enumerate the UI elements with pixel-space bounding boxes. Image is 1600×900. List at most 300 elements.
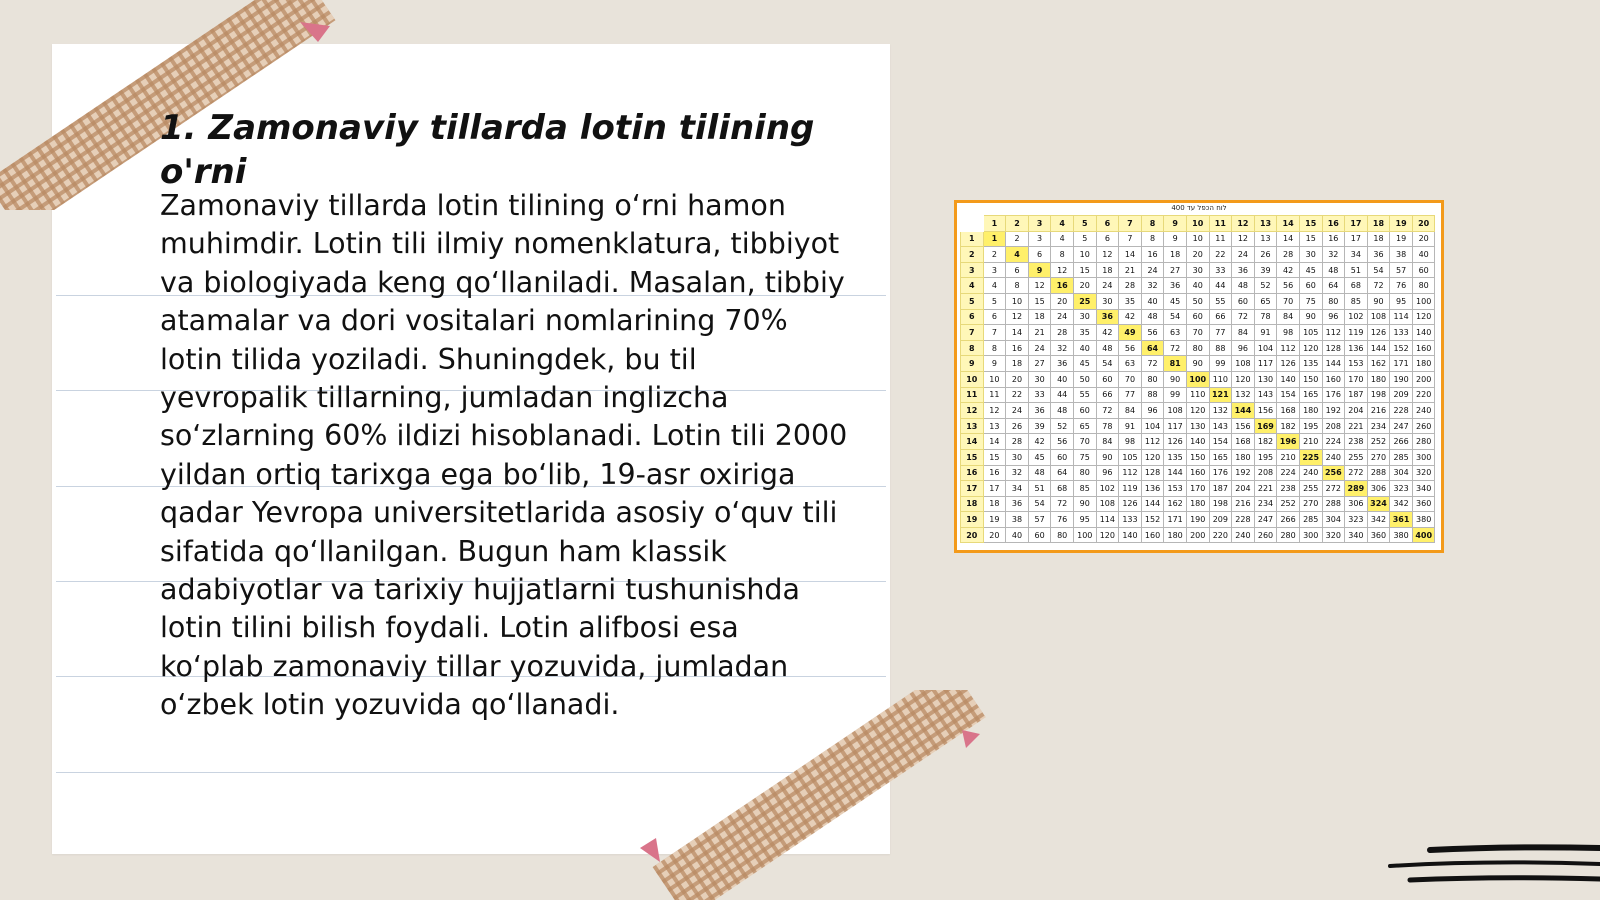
table-cell: 195 <box>1254 449 1277 465</box>
multiplication-table-image <box>954 200 1444 553</box>
table-cell: 20 <box>1186 247 1209 263</box>
table-cell: 54 <box>1164 309 1187 325</box>
table-cell: 18 <box>983 496 1006 512</box>
table-cell: 240 <box>1232 527 1255 543</box>
table-cell: 48 <box>1096 340 1119 356</box>
table-cell: 289 <box>1345 481 1368 497</box>
table-cell: 13 <box>983 418 1006 434</box>
table-cell: 17 <box>983 481 1006 497</box>
table-cell: 8 <box>983 340 1006 356</box>
table-cell: 361 <box>1390 512 1413 528</box>
table-cell: 60 <box>1028 527 1051 543</box>
table-row <box>961 527 1435 543</box>
table-cell: 63 <box>1119 356 1142 372</box>
table-cell: 228 <box>1232 512 1255 528</box>
table-cell: 65 <box>1254 293 1277 309</box>
column-header: 15 <box>1299 216 1322 232</box>
table-cell: 96 <box>1232 340 1255 356</box>
table-cell: 4 <box>983 278 1006 294</box>
table-cell: 196 <box>1277 434 1300 450</box>
table-cell: 16 <box>1006 340 1029 356</box>
table-cell: 26 <box>1006 418 1029 434</box>
table-cell: 285 <box>1390 449 1413 465</box>
table-cell: 200 <box>1186 527 1209 543</box>
table-cell: 156 <box>1254 403 1277 419</box>
table-cell: 24 <box>1006 403 1029 419</box>
table-cell: 280 <box>1412 434 1435 450</box>
table-cell: 4 <box>1051 231 1074 247</box>
table-cell: 78 <box>1096 418 1119 434</box>
table-cell: 133 <box>1119 512 1142 528</box>
table-cell: 120 <box>1412 309 1435 325</box>
table-cell: 10 <box>983 371 1006 387</box>
table-cell: 119 <box>1345 325 1368 341</box>
table-cell: 5 <box>983 293 1006 309</box>
table-cell: 300 <box>1412 449 1435 465</box>
table-cell: 70 <box>1277 293 1300 309</box>
table-cell: 33 <box>1209 262 1232 278</box>
table-cell: 154 <box>1277 387 1300 403</box>
table-cell: 64 <box>1322 278 1345 294</box>
table-cell: 255 <box>1299 481 1322 497</box>
column-header: 19 <box>1390 216 1413 232</box>
table-cell: 255 <box>1345 449 1368 465</box>
table-cell: 56 <box>1119 340 1142 356</box>
table-cell: 210 <box>1299 434 1322 450</box>
table-cell: 75 <box>1299 293 1322 309</box>
table-cell: 7 <box>1119 231 1142 247</box>
table-cell: 12 <box>1051 262 1074 278</box>
brush-lines-decoration <box>1340 830 1600 900</box>
table-cell: 51 <box>1028 481 1051 497</box>
table-cell: 42 <box>1119 309 1142 325</box>
table-cell: 56 <box>1051 434 1074 450</box>
table-cell: 78 <box>1254 309 1277 325</box>
table-cell: 16 <box>1051 278 1074 294</box>
table-cell: 12 <box>983 403 1006 419</box>
row-header: 18 <box>961 496 984 512</box>
table-cell: 195 <box>1299 418 1322 434</box>
table-cell: 143 <box>1209 418 1232 434</box>
table-cell: 228 <box>1390 403 1413 419</box>
table-cell: 12 <box>1096 247 1119 263</box>
table-cell: 120 <box>1141 449 1164 465</box>
table-cell: 153 <box>1345 356 1368 372</box>
table-cell: 60 <box>1096 371 1119 387</box>
table-cell: 100 <box>1186 371 1209 387</box>
column-header: 11 <box>1209 216 1232 232</box>
table-row <box>961 247 1435 263</box>
table-cell: 272 <box>1345 465 1368 481</box>
table-cell: 24 <box>1141 262 1164 278</box>
table-cell: 323 <box>1345 512 1368 528</box>
table-cell: 84 <box>1119 403 1142 419</box>
table-cell: 136 <box>1141 481 1164 497</box>
table-cell: 80 <box>1051 527 1074 543</box>
table-cell: 42 <box>1277 262 1300 278</box>
multiplication-table-caption: לוח הכפל עד 400 <box>1171 204 1227 212</box>
table-cell: 126 <box>1367 325 1390 341</box>
table-cell: 98 <box>1119 434 1142 450</box>
table-cell: 60 <box>1051 449 1074 465</box>
table-row <box>961 278 1435 294</box>
table-cell: 3 <box>983 262 1006 278</box>
table-cell: 40 <box>1186 278 1209 294</box>
table-cell: 28 <box>1277 247 1300 263</box>
table-cell: 168 <box>1232 434 1255 450</box>
column-header: 16 <box>1322 216 1345 232</box>
table-cell: 135 <box>1164 449 1187 465</box>
table-cell: 17 <box>1345 231 1368 247</box>
table-cell: 128 <box>1322 340 1345 356</box>
table-cell: 340 <box>1412 481 1435 497</box>
table-row <box>961 465 1435 481</box>
column-header: 6 <box>1096 216 1119 232</box>
table-cell: 204 <box>1232 481 1255 497</box>
table-cell: 35 <box>1119 293 1142 309</box>
table-cell: 60 <box>1412 262 1435 278</box>
column-header: 3 <box>1028 216 1051 232</box>
table-row <box>961 309 1435 325</box>
table-cell: 152 <box>1141 512 1164 528</box>
table-row <box>961 371 1435 387</box>
table-cell: 160 <box>1141 527 1164 543</box>
table-row <box>961 340 1435 356</box>
table-cell: 216 <box>1367 403 1390 419</box>
table-cell: 50 <box>1073 371 1096 387</box>
table-cell: 51 <box>1345 262 1368 278</box>
table-cell: 70 <box>1073 434 1096 450</box>
table-cell: 64 <box>1141 340 1164 356</box>
table-cell: 121 <box>1209 387 1232 403</box>
table-cell: 48 <box>1322 262 1345 278</box>
table-cell: 216 <box>1232 496 1255 512</box>
table-row <box>961 356 1435 372</box>
table-cell: 90 <box>1186 356 1209 372</box>
table-cell: 36 <box>1164 278 1187 294</box>
table-cell: 88 <box>1209 340 1232 356</box>
table-cell: 182 <box>1254 434 1277 450</box>
table-cell: 8 <box>1051 247 1074 263</box>
table-cell: 110 <box>1209 371 1232 387</box>
table-cell: 57 <box>1028 512 1051 528</box>
table-cell: 153 <box>1164 481 1187 497</box>
table-cell: 3 <box>1028 231 1051 247</box>
table-cell: 154 <box>1209 434 1232 450</box>
table-cell: 28 <box>1006 434 1029 450</box>
column-header: 7 <box>1119 216 1142 232</box>
column-header: 20 <box>1412 216 1435 232</box>
table-cell: 54 <box>1028 496 1051 512</box>
row-header: 17 <box>961 481 984 497</box>
table-cell: 120 <box>1232 371 1255 387</box>
row-header: 5 <box>961 293 984 309</box>
table-cell: 144 <box>1232 403 1255 419</box>
row-header: 9 <box>961 356 984 372</box>
table-cell: 306 <box>1345 496 1368 512</box>
table-cell: 140 <box>1277 371 1300 387</box>
table-cell: 224 <box>1277 465 1300 481</box>
table-row <box>961 293 1435 309</box>
table-cell: 30 <box>1073 309 1096 325</box>
table-cell: 45 <box>1299 262 1322 278</box>
table-cell: 323 <box>1390 481 1413 497</box>
table-cell: 68 <box>1051 481 1074 497</box>
table-cell: 112 <box>1322 325 1345 341</box>
table-cell: 56 <box>1141 325 1164 341</box>
table-cell: 270 <box>1299 496 1322 512</box>
table-cell: 34 <box>1345 247 1368 263</box>
table-cell: 136 <box>1345 340 1368 356</box>
table-cell: 209 <box>1390 387 1413 403</box>
table-cell: 68 <box>1345 278 1368 294</box>
table-cell: 102 <box>1345 309 1368 325</box>
table-row <box>961 387 1435 403</box>
table-cell: 220 <box>1209 527 1232 543</box>
table-cell: 11 <box>1209 231 1232 247</box>
table-cell: 126 <box>1164 434 1187 450</box>
table-row <box>961 325 1435 341</box>
table-cell: 36 <box>1006 496 1029 512</box>
table-cell: 104 <box>1254 340 1277 356</box>
table-row <box>961 231 1435 247</box>
column-header: 2 <box>1006 216 1029 232</box>
table-cell: 288 <box>1367 465 1390 481</box>
table-cell: 76 <box>1390 278 1413 294</box>
table-cell: 40 <box>1412 247 1435 263</box>
table-cell: 9 <box>983 356 1006 372</box>
table-cell: 238 <box>1277 481 1300 497</box>
table-cell: 20 <box>1051 293 1074 309</box>
table-cell: 90 <box>1096 449 1119 465</box>
table-cell: 40 <box>1141 293 1164 309</box>
table-cell: 6 <box>983 309 1006 325</box>
table-cell: 169 <box>1254 418 1277 434</box>
table-cell: 10 <box>1073 247 1096 263</box>
table-cell: 48 <box>1028 465 1051 481</box>
table-cell: 119 <box>1119 481 1142 497</box>
table-cell: 52 <box>1051 418 1074 434</box>
table-cell: 176 <box>1209 465 1232 481</box>
slide-title: 1. Zamonaviy tillarda lotin tilining o'rni <box>160 108 815 192</box>
table-cell: 56 <box>1277 278 1300 294</box>
column-header: 4 <box>1051 216 1074 232</box>
table-cell: 20 <box>1412 231 1435 247</box>
table-cell: 144 <box>1322 356 1345 372</box>
column-header: 13 <box>1254 216 1277 232</box>
table-cell: 35 <box>1073 325 1096 341</box>
table-cell: 28 <box>1119 278 1142 294</box>
table-cell: 63 <box>1164 325 1187 341</box>
table-cell: 24 <box>1051 309 1074 325</box>
table-cell: 112 <box>1141 434 1164 450</box>
table-row <box>961 449 1435 465</box>
table-cell: 18 <box>1164 247 1187 263</box>
table-corner <box>961 216 984 232</box>
table-cell: 34 <box>1006 481 1029 497</box>
table-cell: 18 <box>1006 356 1029 372</box>
table-cell: 288 <box>1322 496 1345 512</box>
table-cell: 84 <box>1232 325 1255 341</box>
table-cell: 90 <box>1164 371 1187 387</box>
table-cell: 13 <box>1254 231 1277 247</box>
table-row <box>961 262 1435 278</box>
table-cell: 130 <box>1254 371 1277 387</box>
table-cell: 272 <box>1322 481 1345 497</box>
table-row <box>961 496 1435 512</box>
table-cell: 77 <box>1119 387 1142 403</box>
table-cell: 36 <box>1028 403 1051 419</box>
table-cell: 114 <box>1096 512 1119 528</box>
table-cell: 114 <box>1390 309 1413 325</box>
table-cell: 6 <box>1006 262 1029 278</box>
table-cell: 48 <box>1232 278 1255 294</box>
table-cell: 99 <box>1209 356 1232 372</box>
column-header: 17 <box>1345 216 1368 232</box>
table-cell: 42 <box>1028 434 1051 450</box>
table-cell: 36 <box>1051 356 1074 372</box>
table-cell: 27 <box>1164 262 1187 278</box>
table-cell: 150 <box>1299 371 1322 387</box>
table-cell: 30 <box>1028 371 1051 387</box>
table-cell: 80 <box>1141 371 1164 387</box>
table-cell: 60 <box>1073 403 1096 419</box>
table-cell: 84 <box>1096 434 1119 450</box>
table-cell: 152 <box>1390 340 1413 356</box>
table-cell: 95 <box>1390 293 1413 309</box>
table-cell: 108 <box>1232 356 1255 372</box>
table-row <box>961 481 1435 497</box>
column-header: 12 <box>1232 216 1255 232</box>
table-cell: 132 <box>1209 403 1232 419</box>
table-cell: 60 <box>1299 278 1322 294</box>
table-cell: 10 <box>1186 231 1209 247</box>
table-cell: 8 <box>1006 278 1029 294</box>
table-cell: 14 <box>983 434 1006 450</box>
table-cell: 72 <box>1164 340 1187 356</box>
table-cell: 180 <box>1164 527 1187 543</box>
table-cell: 18 <box>1096 262 1119 278</box>
table-cell: 90 <box>1367 293 1390 309</box>
table-cell: 208 <box>1322 418 1345 434</box>
table-cell: 60 <box>1186 309 1209 325</box>
table-cell: 304 <box>1390 465 1413 481</box>
multiplication-table <box>960 215 1435 543</box>
table-cell: 198 <box>1209 496 1232 512</box>
table-cell: 2 <box>983 247 1006 263</box>
table-cell: 234 <box>1254 496 1277 512</box>
table-cell: 120 <box>1186 403 1209 419</box>
table-cell: 80 <box>1073 465 1096 481</box>
table-cell: 360 <box>1412 496 1435 512</box>
table-cell: 192 <box>1322 403 1345 419</box>
table-cell: 240 <box>1322 449 1345 465</box>
table-cell: 55 <box>1209 293 1232 309</box>
table-cell: 15 <box>1028 293 1051 309</box>
table-cell: 340 <box>1345 527 1368 543</box>
table-cell: 15 <box>1073 262 1096 278</box>
table-cell: 16 <box>1141 247 1164 263</box>
column-header: 9 <box>1164 216 1187 232</box>
table-cell: 170 <box>1186 481 1209 497</box>
table-cell: 300 <box>1299 527 1322 543</box>
table-cell: 225 <box>1299 449 1322 465</box>
table-cell: 144 <box>1164 465 1187 481</box>
table-row <box>961 418 1435 434</box>
table-cell: 140 <box>1119 527 1142 543</box>
table-cell: 21 <box>1119 262 1142 278</box>
table-cell: 180 <box>1232 449 1255 465</box>
table-cell: 162 <box>1367 356 1390 372</box>
table-cell: 90 <box>1299 309 1322 325</box>
table-cell: 209 <box>1209 512 1232 528</box>
table-cell: 38 <box>1390 247 1413 263</box>
table-cell: 36 <box>1232 262 1255 278</box>
table-cell: 2 <box>1006 231 1029 247</box>
table-cell: 112 <box>1119 465 1142 481</box>
table-cell: 20 <box>1073 278 1096 294</box>
table-cell: 70 <box>1119 371 1142 387</box>
table-cell: 80 <box>1412 278 1435 294</box>
table-cell: 192 <box>1232 465 1255 481</box>
table-cell: 32 <box>1322 247 1345 263</box>
table-cell: 285 <box>1299 512 1322 528</box>
table-cell: 165 <box>1209 449 1232 465</box>
table-cell: 1 <box>983 231 1006 247</box>
table-cell: 108 <box>1164 403 1187 419</box>
table-cell: 12 <box>1232 231 1255 247</box>
table-cell: 144 <box>1141 496 1164 512</box>
table-cell: 180 <box>1367 371 1390 387</box>
table-cell: 91 <box>1254 325 1277 341</box>
table-cell: 198 <box>1367 387 1390 403</box>
table-cell: 30 <box>1299 247 1322 263</box>
table-cell: 156 <box>1232 418 1255 434</box>
table-cell: 165 <box>1299 387 1322 403</box>
table-cell: 48 <box>1051 403 1074 419</box>
table-row <box>961 216 1435 232</box>
table-cell: 15 <box>983 449 1006 465</box>
row-header: 12 <box>961 403 984 419</box>
table-cell: 220 <box>1412 387 1435 403</box>
table-cell: 320 <box>1412 465 1435 481</box>
table-cell: 44 <box>1209 278 1232 294</box>
table-cell: 117 <box>1254 356 1277 372</box>
table-cell: 14 <box>1277 231 1300 247</box>
table-cell: 30 <box>1096 293 1119 309</box>
table-cell: 306 <box>1367 481 1390 497</box>
table-cell: 176 <box>1322 387 1345 403</box>
table-cell: 110 <box>1186 387 1209 403</box>
table-cell: 187 <box>1345 387 1368 403</box>
table-cell: 90 <box>1073 496 1096 512</box>
row-header: 8 <box>961 340 984 356</box>
table-cell: 48 <box>1141 309 1164 325</box>
table-cell: 143 <box>1254 387 1277 403</box>
table-cell: 21 <box>1028 325 1051 341</box>
table-cell: 120 <box>1096 527 1119 543</box>
table-cell: 22 <box>1209 247 1232 263</box>
table-cell: 252 <box>1277 496 1300 512</box>
table-cell: 66 <box>1096 387 1119 403</box>
table-cell: 16 <box>983 465 1006 481</box>
table-cell: 38 <box>1006 512 1029 528</box>
table-cell: 180 <box>1299 403 1322 419</box>
row-header: 16 <box>961 465 984 481</box>
table-cell: 6 <box>1028 247 1051 263</box>
table-cell: 49 <box>1119 325 1142 341</box>
table-cell: 72 <box>1096 403 1119 419</box>
